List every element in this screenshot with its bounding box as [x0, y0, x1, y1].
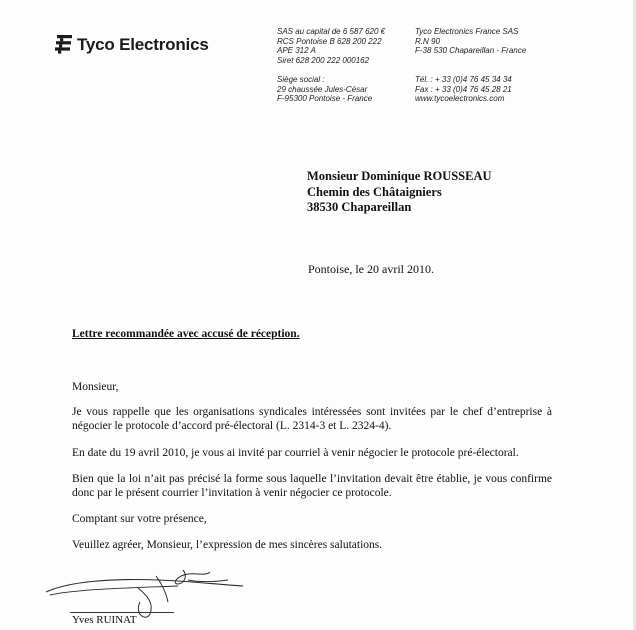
legal-line: APE 312 A: [277, 46, 316, 56]
paragraph-2: En date du 19 avril 2010, je vous ai invité par courriel à venir négocier le protocole pré-électoral.: [72, 447, 519, 459]
site-address: [415, 27, 526, 56]
closing-1: Comptant sur votre présence,: [72, 513, 207, 525]
tyco-logo-icon: [54, 34, 74, 56]
office-line: F-95300 Pontoise - France: [277, 94, 373, 104]
signatory-name: Yves RUINAT: [72, 614, 137, 626]
legal-line: RCS Pontoise B 628 200 222: [277, 36, 382, 46]
phone-line: Tél. : + 33 (0)4 76 45 34 34: [415, 75, 512, 84]
site-line: F-38 530 Chapareillan - France: [415, 46, 527, 56]
signature-line: [70, 612, 174, 613]
fax-line: Fax : + 33 (0)4 76 45 28 21: [415, 84, 512, 94]
registered-office: [277, 75, 372, 104]
company-name: Tyco Electronics: [77, 35, 209, 54]
legal-info: [277, 27, 385, 65]
recipient-street: Chemin des Châtaigniers: [307, 184, 442, 199]
recipient-address: [307, 169, 492, 216]
handwritten-signature: [38, 562, 278, 622]
legal-line: SAS au capital de 6 587 620 €: [277, 27, 386, 36]
letter-subject: Lettre recommandée avec accusé de réception.: [72, 328, 300, 340]
office-line: Siège social :: [277, 75, 325, 84]
closing-2: Veuillez agréer, Monsieur, l’expression de mes sincères salutations.: [72, 539, 383, 551]
salutation: Monsieur,: [72, 381, 119, 393]
paragraph-1: Je vous rappelle que les organisations syndicales intéressées sont invitées par le chef d’entreprise à négocier le protocole d’accord pré-électoral (L. 2314-3 et L. 2324-4).: [72, 406, 552, 432]
office-line: 29 chaussée Jules-César: [277, 84, 368, 94]
site-line: R.N 90: [415, 36, 440, 46]
recipient-name: Monsieur Dominique ROUSSEAU: [307, 169, 492, 183]
date-line: Pontoise, le 20 avril 2010.: [308, 262, 434, 276]
legal-line: Siret 628 200 222 000162: [277, 55, 370, 65]
recipient-city: 38530 Chapareillan: [307, 200, 412, 214]
site-line: Tyco Electronics France SAS: [415, 27, 519, 36]
contact-info: [415, 75, 512, 104]
company-logo: [54, 34, 209, 56]
website-line: www.tycoelectronics.com: [415, 94, 505, 104]
paragraph-3: Bien que la loi n’ait pas précisé la forme sous laquelle l’invitation devait être établie, je vous confirme donc par le présent courrier l’invitation à venir négocier ce protocole.: [72, 473, 552, 499]
